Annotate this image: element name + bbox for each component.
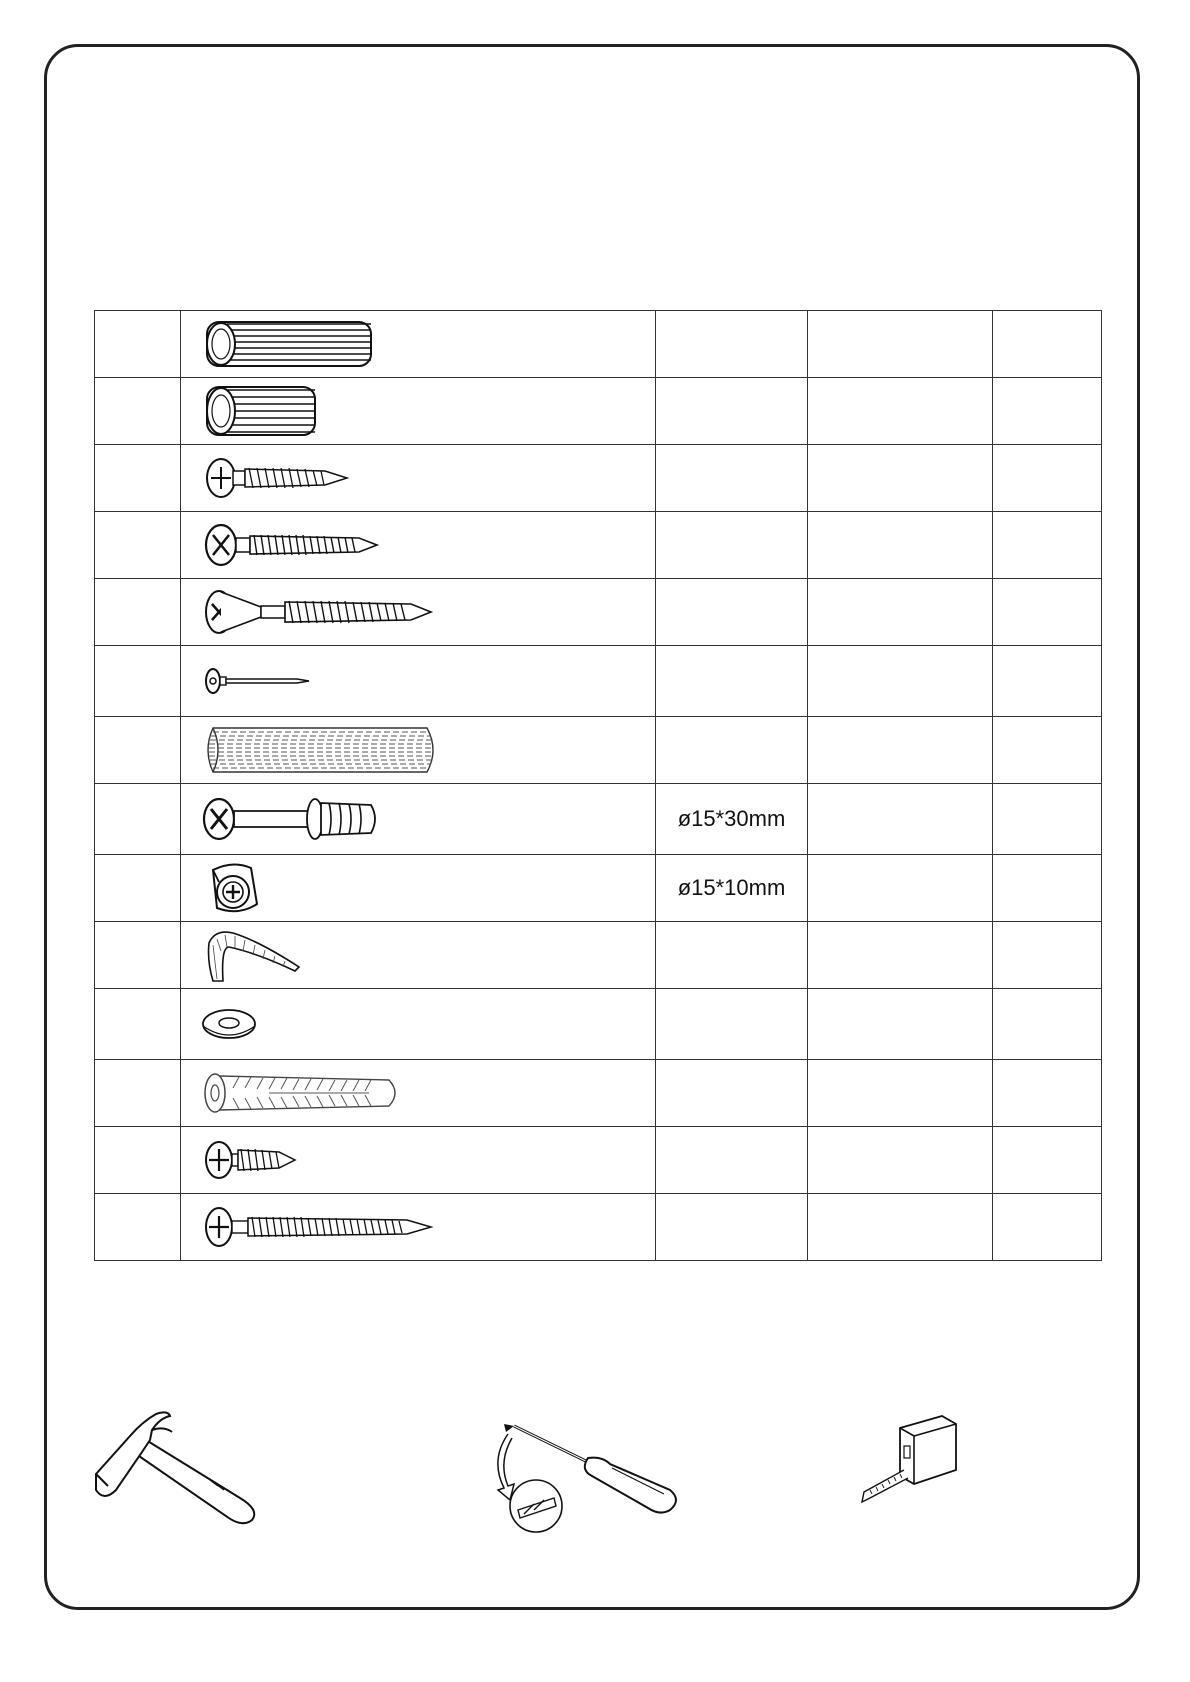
part-image-cell	[181, 717, 656, 784]
part-size-cell	[656, 646, 808, 717]
hammer-icon	[90, 1410, 270, 1530]
part-qty-cell	[993, 717, 1102, 784]
cam-bolt-icon	[199, 791, 399, 847]
part-image-cell	[181, 646, 656, 717]
table-row	[95, 1194, 1102, 1261]
part-qty-cell	[993, 646, 1102, 717]
part-name-cell	[808, 579, 993, 646]
table-row	[95, 855, 1102, 922]
wood-dowel-icon	[199, 722, 449, 778]
part-number-cell	[95, 512, 181, 579]
part-image-cell	[181, 989, 656, 1060]
part-number-cell	[95, 445, 181, 512]
part-name-cell	[808, 784, 993, 855]
table-row	[95, 646, 1102, 717]
part-image-cell	[181, 1194, 656, 1261]
table-row	[95, 1060, 1102, 1127]
cam-lock-icon	[199, 858, 399, 918]
part-size-cell	[656, 378, 808, 445]
part-image-cell	[181, 445, 656, 512]
part-name-cell	[808, 378, 993, 445]
part-qty-cell	[993, 579, 1102, 646]
part-name-cell	[808, 1194, 993, 1261]
part-name-cell	[808, 989, 993, 1060]
wall-plug-icon	[199, 1068, 419, 1118]
table-row	[95, 717, 1102, 784]
part-name-cell	[808, 1127, 993, 1194]
part-image-cell	[181, 855, 656, 922]
strap-icon	[199, 925, 399, 985]
part-number-cell	[95, 311, 181, 378]
part-image-cell	[181, 512, 656, 579]
part-size-cell	[656, 1060, 808, 1127]
table-row	[95, 922, 1102, 989]
nail-icon	[199, 661, 399, 701]
table-row	[95, 512, 1102, 579]
part-size-cell	[656, 989, 808, 1060]
part-name-cell	[808, 445, 993, 512]
part-qty-cell	[993, 1060, 1102, 1127]
part-image-cell	[181, 1060, 656, 1127]
part-number-cell	[95, 1127, 181, 1194]
pan-head-screw-small-icon	[199, 453, 399, 503]
part-image-cell	[181, 311, 656, 378]
table-row	[95, 445, 1102, 512]
table-row	[95, 311, 1102, 378]
part-size-cell	[656, 579, 808, 646]
part-name-cell	[808, 717, 993, 784]
part-qty-cell	[993, 855, 1102, 922]
part-image-cell	[181, 1127, 656, 1194]
hardware-table	[94, 310, 1102, 1261]
part-number-cell	[95, 378, 181, 445]
part-qty-cell	[993, 1194, 1102, 1261]
part-qty-cell	[993, 311, 1102, 378]
part-name-cell	[808, 646, 993, 717]
part-qty-cell	[993, 512, 1102, 579]
table-row	[95, 1127, 1102, 1194]
tape-measure-icon	[860, 1410, 970, 1520]
dowel-short-icon	[199, 382, 399, 440]
part-number-cell	[95, 1194, 181, 1261]
part-qty-cell	[993, 989, 1102, 1060]
part-size-cell	[656, 1127, 808, 1194]
part-name-cell	[808, 922, 993, 989]
part-size-cell	[656, 512, 808, 579]
dowel-long-icon	[199, 316, 399, 372]
part-number-cell	[95, 646, 181, 717]
part-number-cell	[95, 784, 181, 855]
part-number-cell	[95, 1060, 181, 1127]
part-size-cell	[656, 445, 808, 512]
part-name-cell	[808, 512, 993, 579]
long-screw-icon	[199, 1202, 439, 1252]
part-number-cell	[95, 989, 181, 1060]
part-image-cell	[181, 579, 656, 646]
part-qty-cell	[993, 922, 1102, 989]
table-row	[95, 378, 1102, 445]
part-name-cell	[808, 1060, 993, 1127]
table-row	[95, 989, 1102, 1060]
part-number-cell	[95, 922, 181, 989]
part-size-cell	[656, 717, 808, 784]
table-row	[95, 784, 1102, 855]
part-number-cell	[95, 855, 181, 922]
part-size-cell: ø15*10mm	[656, 855, 808, 922]
part-qty-cell	[993, 378, 1102, 445]
countersunk-screw-icon	[199, 585, 439, 639]
part-size-cell	[656, 922, 808, 989]
part-qty-cell	[993, 1127, 1102, 1194]
washer-icon	[199, 1002, 399, 1046]
part-name-cell	[808, 311, 993, 378]
part-number-cell	[95, 717, 181, 784]
short-screw-icon	[199, 1136, 399, 1184]
part-image-cell	[181, 378, 656, 445]
part-number-cell	[95, 579, 181, 646]
part-name-cell	[808, 855, 993, 922]
screwdriver-icon	[484, 1410, 684, 1540]
part-size-cell: ø15*30mm	[656, 784, 808, 855]
pan-head-screw-medium-icon	[199, 519, 399, 571]
table-row	[95, 579, 1102, 646]
required-tools	[0, 1410, 1190, 1550]
part-size-cell	[656, 311, 808, 378]
part-qty-cell	[993, 445, 1102, 512]
part-image-cell	[181, 784, 656, 855]
part-size-cell	[656, 1194, 808, 1261]
part-image-cell	[181, 922, 656, 989]
part-qty-cell	[993, 784, 1102, 855]
